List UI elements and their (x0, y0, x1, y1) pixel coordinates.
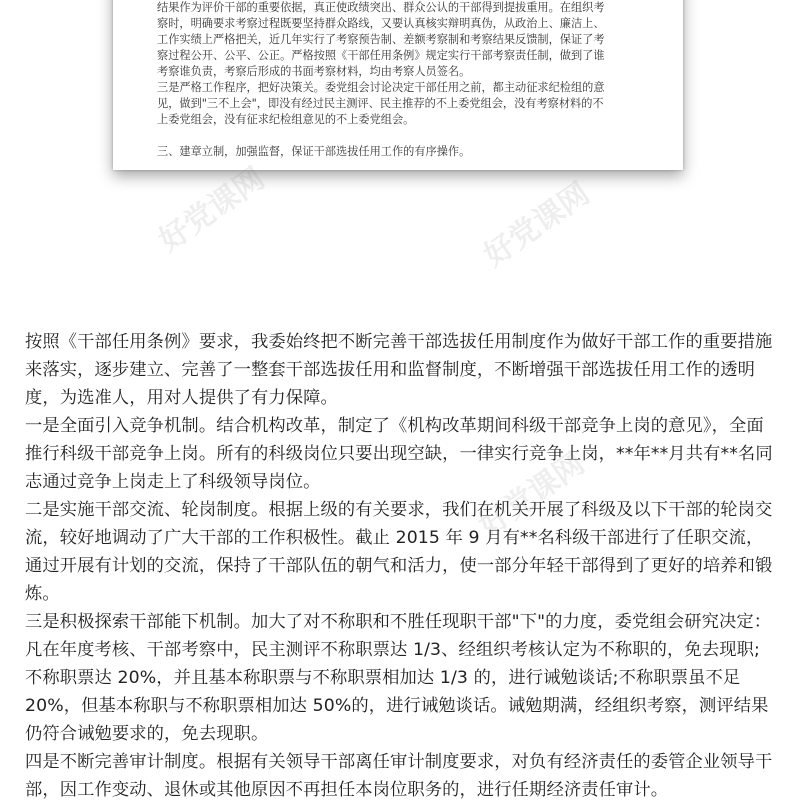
preview-line: 见，做到"三不上会"，即没有经过民主测评、民主推荐的不上委党组会，没有考察材料的不 (157, 97, 604, 110)
body-paragraph: 二是实施干部交流、轮岗制度。根据上级的有关要求，我们在机关开展了科级及以下干部的轮岗交流，较好地调动了广大干部的工作积极性。截止 2015 年 9 月有**名科级干部进行了任职交流，通过开展有计划的交流，保持了干部队伍的朝气和活力，使一部分年轻干部得到了更好的培养和锻炼。 (25, 500, 773, 604)
preview-line: 结果作为评价干部的重要依据，真正使政绩突出、群众公认的干部得到提拔重用。在组织考 (157, 1, 605, 14)
preview-text (157, 0, 653, 160)
preview-line: 察时，明确要求考察过程既要坚持群众路线，又要认真核实辩明真伪，从政治上、廉洁上、 (157, 17, 605, 30)
body-paragraph: 一是全面引入竞争机制。结合机构改革，制定了《机构改革期间科级干部竞争上岗的意见》，全面推行科级干部竞争上岗。所有的科级岗位只要出现空缺，一律实行竞争上岗，**年**月共有**名同志通过竞争上岗走上了科级领导岗位。 (25, 416, 773, 492)
preview-line: 察过程公开、公平、公正。严格按照《干部任用条例》规定实行干部考察责任制，做到了谁 (157, 49, 605, 62)
document-body (25, 328, 777, 804)
body-paragraph: 四是不断完善审计制度。根据有关领导干部离任审计制度要求，对负有经济责任的委管企业领导干部，因工作变动、退休或其他原因不再担任本岗位职务的，进行任期经济责任审计。 (25, 752, 773, 800)
preview-line: 三是严格工作程序，把好决策关。委党组会讨论决定干部任用之前，都主动征求纪检组的意 (157, 81, 605, 94)
preview-area (0, 0, 800, 300)
watermark: 好党课网 (152, 161, 272, 259)
body-paragraph: 按照《干部任用条例》要求，我委始终把不断完善干部选拔任用制度作为做好干部工作的重要措施来落实，逐步建立、完善了一整套干部选拔任用和监督制度，不断增强干部选拔任用工作的透明度，为选准人，用对人提供了有力保障。 (25, 332, 773, 408)
preview-line: 工作实绩上严格把关，近几年实行了考察预告制、差额考察制和考察结果反馈制，保证了考 (157, 33, 605, 46)
body-paragraph: 三是积极探索干部能下机制。加大了对不称职和不胜任现职干部"下"的力度，委党组会研究决定：凡在年度考核、干部考察中，民主测评不称职票达 1/3、经组织考核认定为不称职的，免去现职;不称职票达 20%，并且基本称职票与不称职票相加达 1/3 的，进行诫勉谈话;不称职票虽不足 20%，但基本称职与不称职票相加达 50%的，进行诫勉谈话。诫勉期满，经组织考察，测评结果仍符合诫勉要求的，免去现职。 (25, 612, 772, 744)
watermark: 好党课网 (472, 446, 592, 544)
watermark: 好党课网 (477, 176, 597, 274)
preview-section-heading: 三、建章立制，加强监督，保证干部选拔任用工作的有序操作。 (157, 145, 471, 158)
preview-line: 考察谁负责，考察后形成的书面考察材料，均由考察人员签名。 (157, 65, 471, 78)
preview-line: 上委党组会，没有征求纪检组意见的不上委党组会。 (157, 113, 415, 126)
document-page-preview (113, 0, 683, 170)
